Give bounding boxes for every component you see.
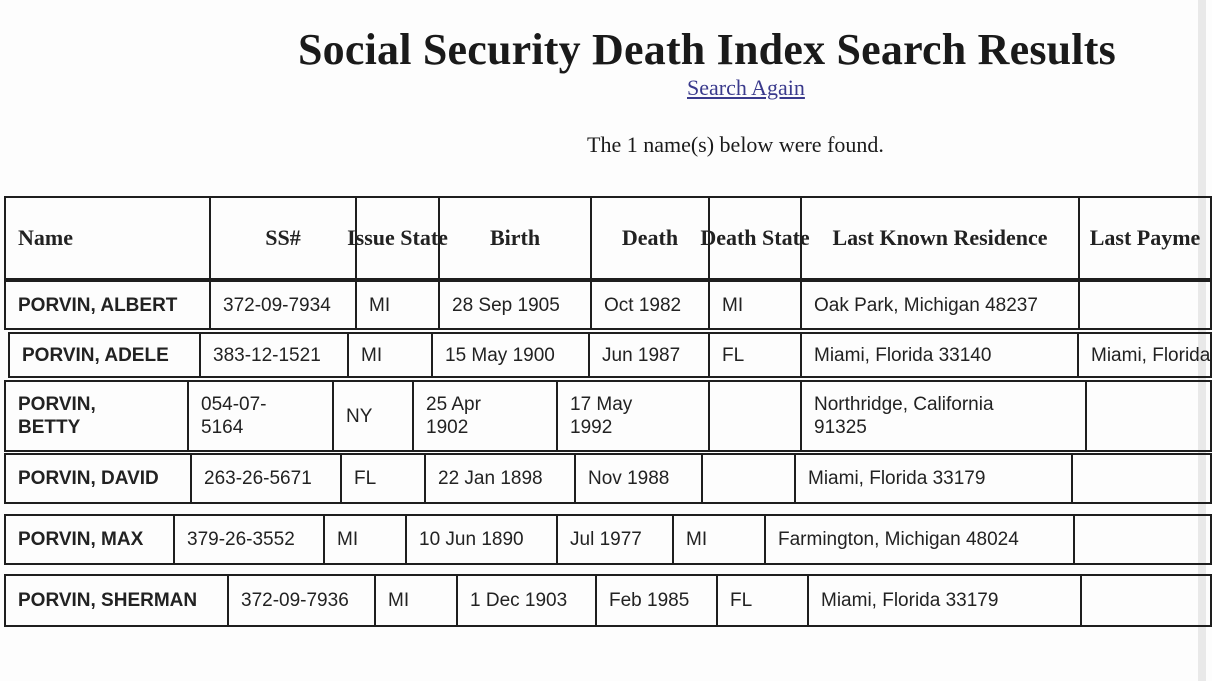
cell-birth: 25 Apr 1902 — [412, 380, 558, 452]
cell-issue-state: MI — [374, 574, 458, 627]
cell-name: PORVIN, ALBERT — [4, 280, 211, 330]
cell-last-payment — [1073, 514, 1212, 565]
cell-residence: Miami, Florida 33140 — [800, 332, 1079, 378]
search-again-link[interactable]: Search Again — [687, 75, 805, 100]
header-last-payment: Last Payme — [1078, 196, 1212, 280]
results-count-text: The 1 name(s) below were found. — [587, 132, 884, 157]
header-residence: Last Known Residence — [800, 196, 1080, 280]
cell-name: PORVIN, SHERMAN — [4, 574, 229, 627]
header-issue-state: Issue State — [355, 196, 440, 280]
cell-birth: 1 Dec 1903 — [456, 574, 597, 627]
header-name: Name — [4, 196, 211, 280]
cell-death-state — [708, 380, 802, 452]
cell-last-payment — [1078, 280, 1212, 330]
header-death: Death — [590, 196, 710, 280]
cell-birth: 15 May 1900 — [431, 332, 590, 378]
cell-ssn: 372-09-7934 — [209, 280, 357, 330]
cell-death-state: FL — [716, 574, 809, 627]
cell-death: Jul 1977 — [556, 514, 674, 565]
cell-residence: Miami, Florida 33179 — [807, 574, 1082, 627]
cell-birth: 22 Jan 1898 — [424, 453, 576, 504]
cell-name: PORVIN, DAVID — [4, 453, 192, 504]
cell-ssn: 383-12-1521 — [199, 332, 349, 378]
cell-last-payment — [1071, 453, 1212, 504]
cell-last-payment: Miami, Florida — [1077, 332, 1212, 378]
cell-issue-state: MI — [323, 514, 407, 565]
header-death-state: Death State — [708, 196, 802, 280]
cell-residence: Northridge, California 91325 — [800, 380, 1087, 452]
cell-ssn: 054-07-5164 — [187, 380, 334, 452]
cell-death: Jun 1987 — [588, 332, 710, 378]
cell-death: 17 May 1992 — [556, 380, 710, 452]
cell-death: Feb 1985 — [595, 574, 718, 627]
cell-death: Oct 1982 — [590, 280, 710, 330]
cell-last-payment — [1085, 380, 1212, 452]
cell-issue-state: MI — [355, 280, 440, 330]
cell-issue-state: MI — [347, 332, 433, 378]
cell-death-state — [701, 453, 796, 504]
cell-ssn: 263-26-5671 — [190, 453, 342, 504]
cell-death-state: FL — [708, 332, 802, 378]
cell-residence: Miami, Florida 33179 — [794, 453, 1073, 504]
cell-last-payment — [1080, 574, 1212, 627]
header-ssn: SS# — [209, 196, 357, 280]
cell-name: PORVIN, BETTY — [4, 380, 189, 452]
cell-name: PORVIN, ADELE — [8, 332, 201, 378]
cell-residence: Farmington, Michigan 48024 — [764, 514, 1075, 565]
cell-issue-state: FL — [340, 453, 426, 504]
cell-birth: 10 Jun 1890 — [405, 514, 558, 565]
cell-ssn: 372-09-7936 — [227, 574, 376, 627]
header-birth: Birth — [438, 196, 592, 280]
cell-birth: 28 Sep 1905 — [438, 280, 592, 330]
cell-death-state: MI — [708, 280, 802, 330]
cell-death-state: MI — [672, 514, 766, 565]
cell-death: Nov 1988 — [574, 453, 703, 504]
page-title: Social Security Death Index Search Results — [298, 25, 1116, 74]
cell-issue-state: NY — [332, 380, 414, 452]
cell-ssn: 379-26-3552 — [173, 514, 325, 565]
cell-residence: Oak Park, Michigan 48237 — [800, 280, 1080, 330]
cell-name: PORVIN, MAX — [4, 514, 175, 565]
